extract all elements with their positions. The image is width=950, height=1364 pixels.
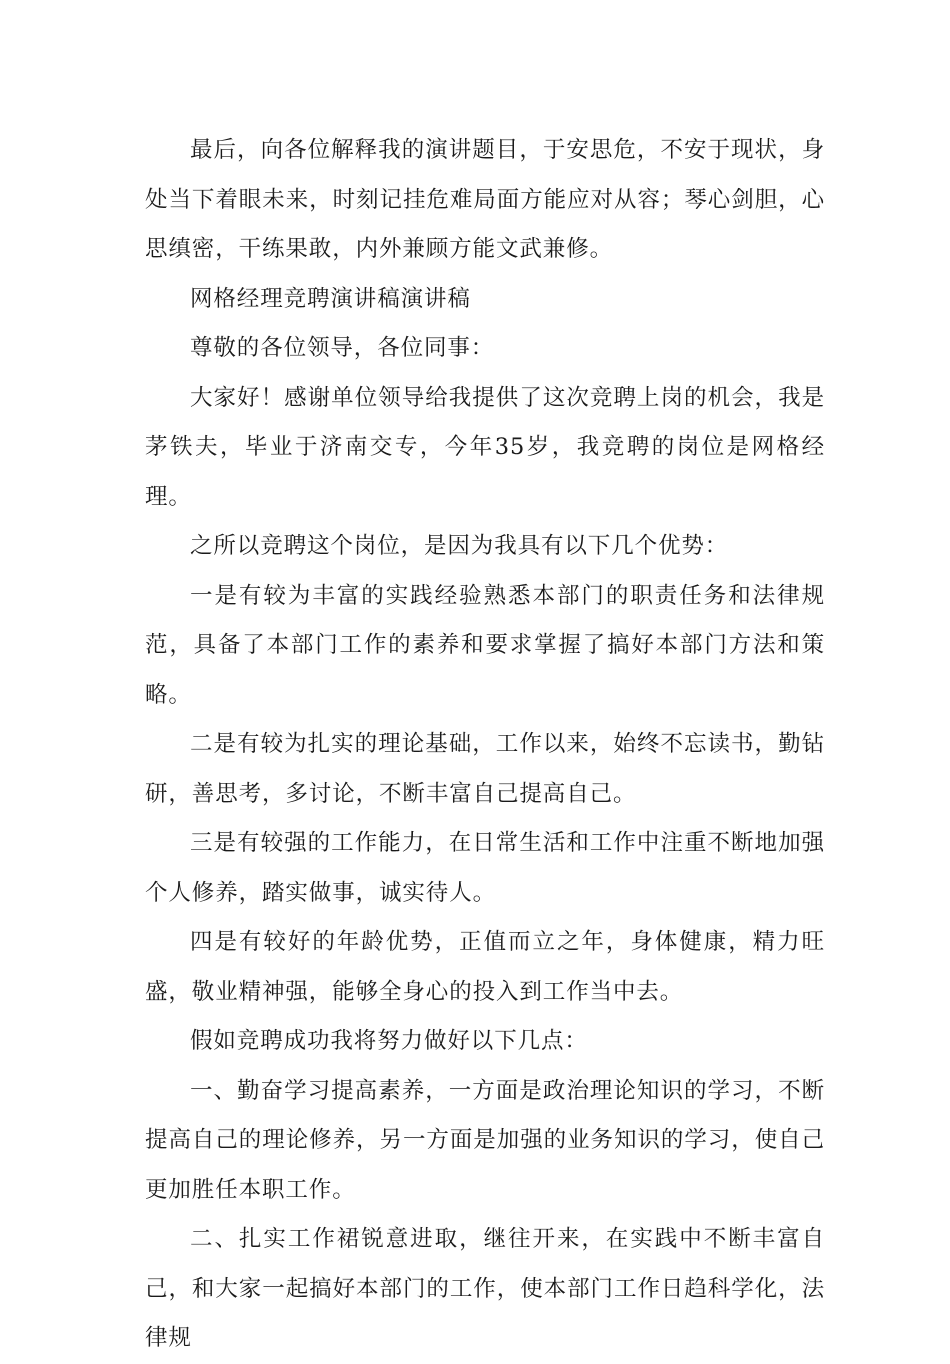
- paragraph-plan-2: 二、扎实工作裙锐意进取，继往开来，在实践中不断丰富自己，和大家一起搞好本部门的工作，使本部门工作日趋科学化，法律规: [145, 1226, 825, 1351]
- paragraph-advantage-4: 四是有较好的年龄优势，正值而立之年，身体健康，精力旺盛，敬业精神强，能够全身心的投入到工作当中去。: [145, 929, 825, 1005]
- paragraph-advantages-intro: 之所以竞聘这个岗位，是因为我具有以下几个优势：: [190, 533, 729, 559]
- document-body: [145, 126, 825, 1364]
- paragraph-salutation: 尊敬的各位领导，各位同事：: [190, 335, 495, 361]
- paragraph-advantage-1: 一是有较为丰富的实践经验熟悉本部门的职责任务和法律规范，具备了本部门工作的素养和要求掌握了搞好本部门方法和策略。: [145, 582, 825, 708]
- paragraph-plans-intro: 假如竞聘成功我将努力做好以下几点：: [190, 1028, 588, 1054]
- paragraph-advantage-2: 二是有较为扎实的理论基础，工作以来，始终不忘读书，勤钻研，善思考，多讨论，不断丰富自己提高自己。: [145, 731, 825, 807]
- paragraph-greeting: 大家好！感谢单位领导给我提供了这次竞聘上岗的机会，我是茅铁夫，毕业于济南交专，今年35岁，我竞聘的岗位是网格经理。: [145, 384, 825, 510]
- paragraph-conclusion: 最后，向各位解释我的演讲题目，于安思危，不安于现状，身处当下着眼未来，时刻记挂危难局面方能应对从容；琴心剑胆，心思缜密，干练果敢，内外兼顾方能文武兼修。: [145, 137, 825, 262]
- paragraph-title: 网格经理竞聘演讲稿演讲稿: [190, 285, 471, 312]
- paragraph-advantage-3: 三是有较强的工作能力，在日常生活和工作中注重不断地加强个人修养，踏实做事，诚实待人。: [145, 830, 825, 906]
- paragraph-plan-1: 一、勤奋学习提高素养，一方面是政治理论知识的学习，不断提高自己的理论修养，另一方面是加强的业务知识的学习，使自己更加胜任本职工作。: [145, 1077, 825, 1203]
